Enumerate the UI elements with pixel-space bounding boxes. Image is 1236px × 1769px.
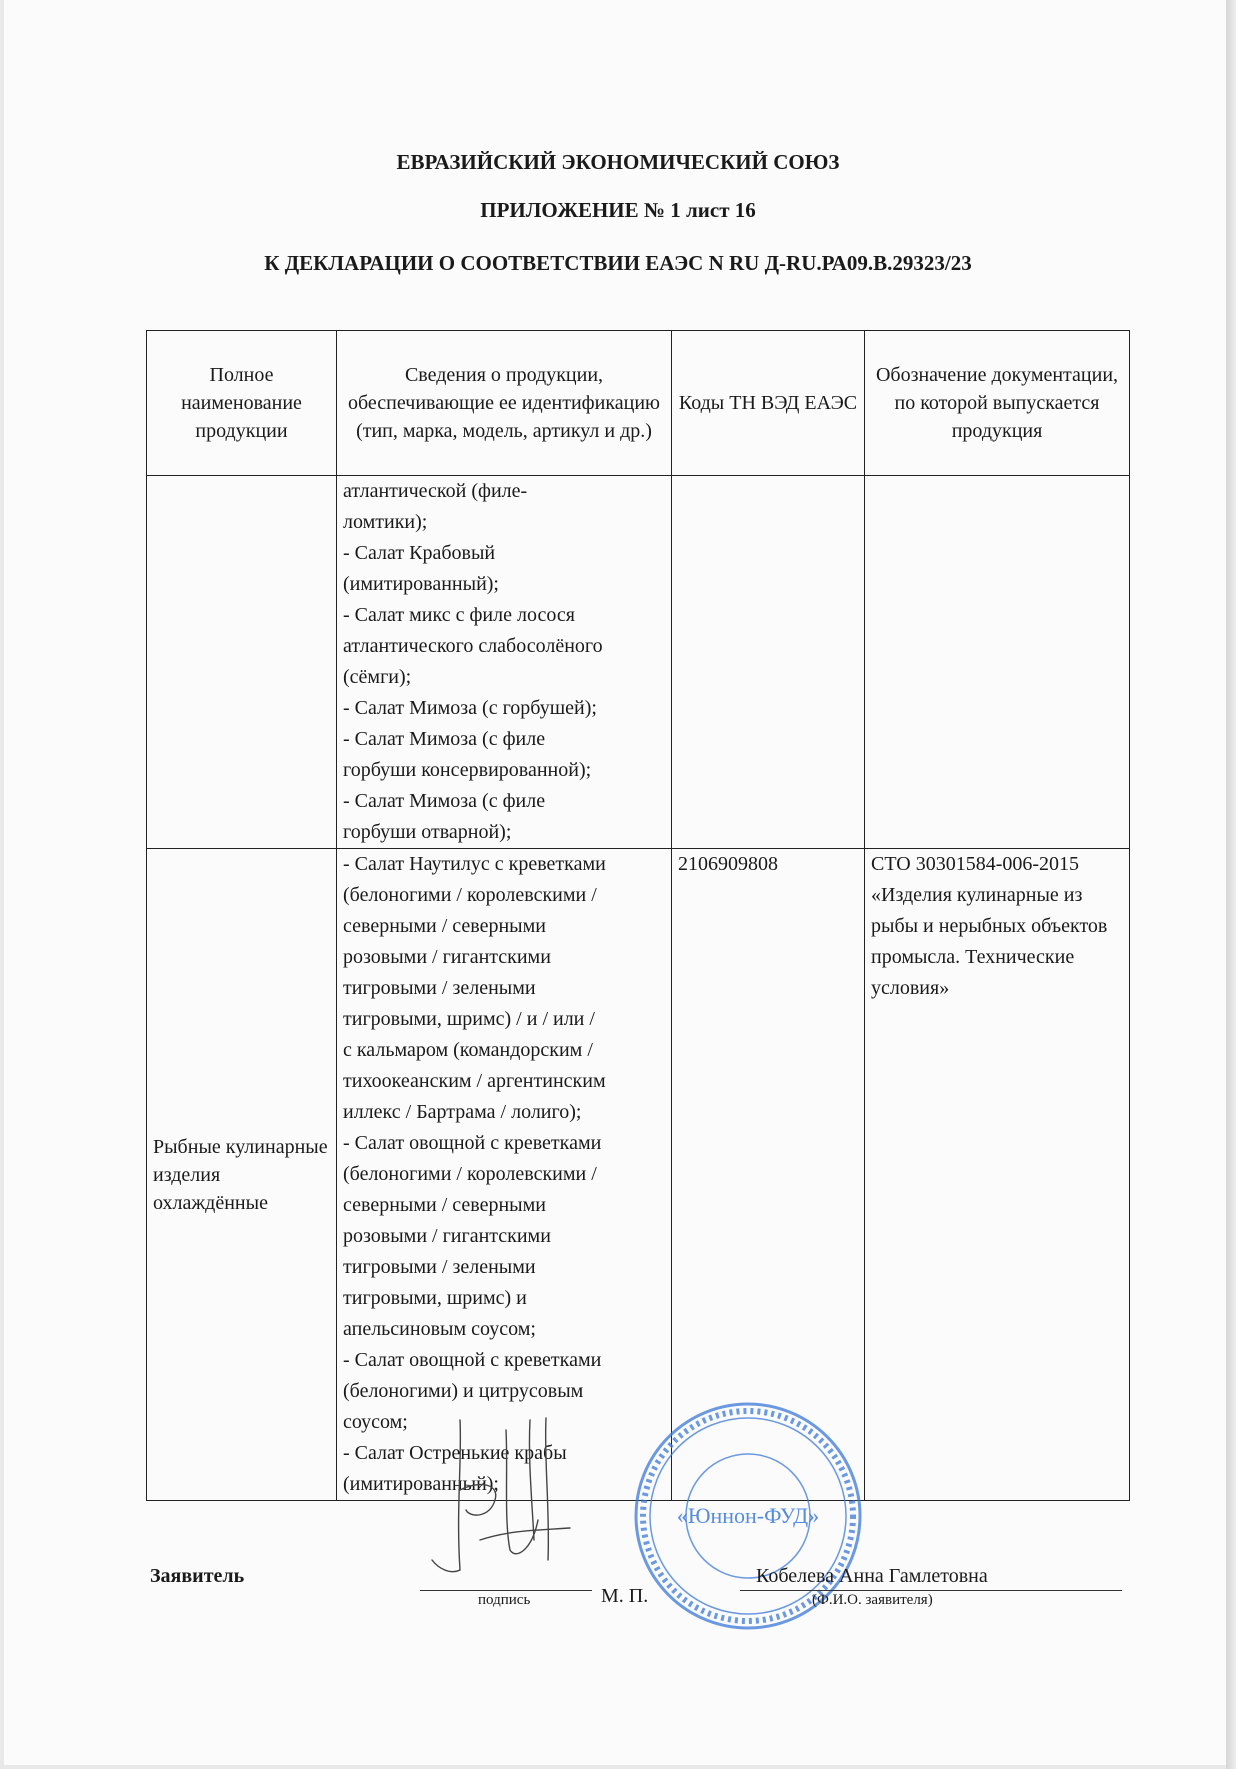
table-row (147, 476, 1130, 849)
col-header-doc: Обозначение документации, по которой выпускается продукция (865, 331, 1130, 476)
code-cell: 2106909808 (672, 849, 865, 1501)
union-title: ЕВРАЗИЙСКИЙ ЭКОНОМИЧЕСКИЙ СОЮЗ (396, 150, 840, 174)
info-line: розовыми / гигантскими (343, 1225, 551, 1247)
info-line: тигровыми / зелеными (343, 1256, 536, 1278)
info-line: (сёмги); (343, 666, 412, 688)
info-line: (имитированный); (343, 1473, 499, 1495)
stamp-center-text: «Юннон-ФУД» (676, 1503, 820, 1528)
product-info-cell (337, 476, 672, 849)
info-line: тихоокеанским / аргентинским (343, 1070, 606, 1092)
info-line: иллекс / Бартрама / лолиго); (343, 1101, 582, 1123)
handwritten-signature (420, 1400, 590, 1600)
col-header-codes: Коды ТН ВЭД ЕАЭС (672, 331, 865, 476)
doc-cell: СТО 30301584-006-2015 «Изделия кулинарные из рыбы и нерыбных объектов промысла. Технические условия» (865, 849, 1130, 1501)
signature-caption: подпись (478, 1592, 531, 1608)
info-line: (белоногими / королевскими / (343, 884, 597, 906)
info-line: - Салат овощной с креветками (343, 1349, 602, 1371)
info-line: тигровыми / зелеными (343, 977, 536, 999)
info-line: - Салат микс с филе лосося (343, 604, 575, 626)
info-line: (белоногими) и цитрусовым (343, 1380, 584, 1402)
info-line: атлантической (филе- (343, 480, 528, 502)
info-line: розовыми / гигантскими (343, 946, 551, 968)
declaration-title: К ДЕКЛАРАЦИИ О СООТВЕТСТВИИ ЕАЭС N RU Д-RU.РА09.В.29323/23 (264, 251, 972, 275)
info-line: с кальмаром (командорским / (343, 1039, 593, 1061)
col-header-name: Полное наименование продукции (147, 331, 337, 476)
info-line: (имитированный); (343, 573, 499, 595)
products-table (146, 330, 1130, 1501)
info-line: северными / северными (343, 915, 546, 937)
info-line: северными / северными (343, 1194, 546, 1216)
applicant-label: Заявитель (150, 1565, 245, 1587)
table-header-row (147, 331, 1130, 476)
info-line: - Салат Мимоза (с филе (343, 728, 546, 750)
info-line: - Салат Остренькие крабы (343, 1442, 567, 1464)
applicant-fio: Кобелева Анна Гамлетовна (756, 1565, 988, 1587)
info-line: - Салат Крабовый (343, 542, 496, 564)
info-line: - Салат овощной с креветками (343, 1132, 602, 1154)
info-line: соусом; (343, 1411, 408, 1433)
info-line: - Салат Мимоза (с филе (343, 790, 546, 812)
info-line: (белоногими / королевскими / (343, 1163, 597, 1185)
code-cell (672, 476, 865, 849)
appendix-title: ПРИЛОЖЕНИЕ № 1 лист 16 (480, 198, 756, 222)
info-line: - Салат Наутилус с креветками (343, 853, 606, 875)
product-name-cell (147, 476, 337, 849)
fio-line (740, 1590, 1122, 1591)
info-line: горбуши консервированной); (343, 759, 592, 781)
fio-caption: (Ф.И.О. заявителя) (812, 1592, 933, 1608)
info-line: - Салат Мимоза (с горбушей); (343, 697, 597, 719)
info-line: атлантического слабосолёного (343, 635, 603, 657)
signature-line (420, 1590, 592, 1591)
doc-cell (865, 476, 1130, 849)
info-line: горбуши отварной); (343, 821, 512, 843)
info-line: апельсиновым соусом; (343, 1318, 536, 1340)
stamp-place-label: М. П. (601, 1585, 649, 1607)
info-line: тигровыми, шримс) / и / или / (343, 1008, 595, 1030)
product-name-cell: Рыбные кулинарные изделия охлаждённые (147, 849, 337, 1501)
info-line: ломтики); (343, 511, 428, 533)
col-header-info: Сведения о продукции, обеспечивающие ее идентификацию (тип, марка, модель, артикул и др.) (337, 331, 672, 476)
info-line: тигровыми, шримс) и (343, 1287, 527, 1309)
